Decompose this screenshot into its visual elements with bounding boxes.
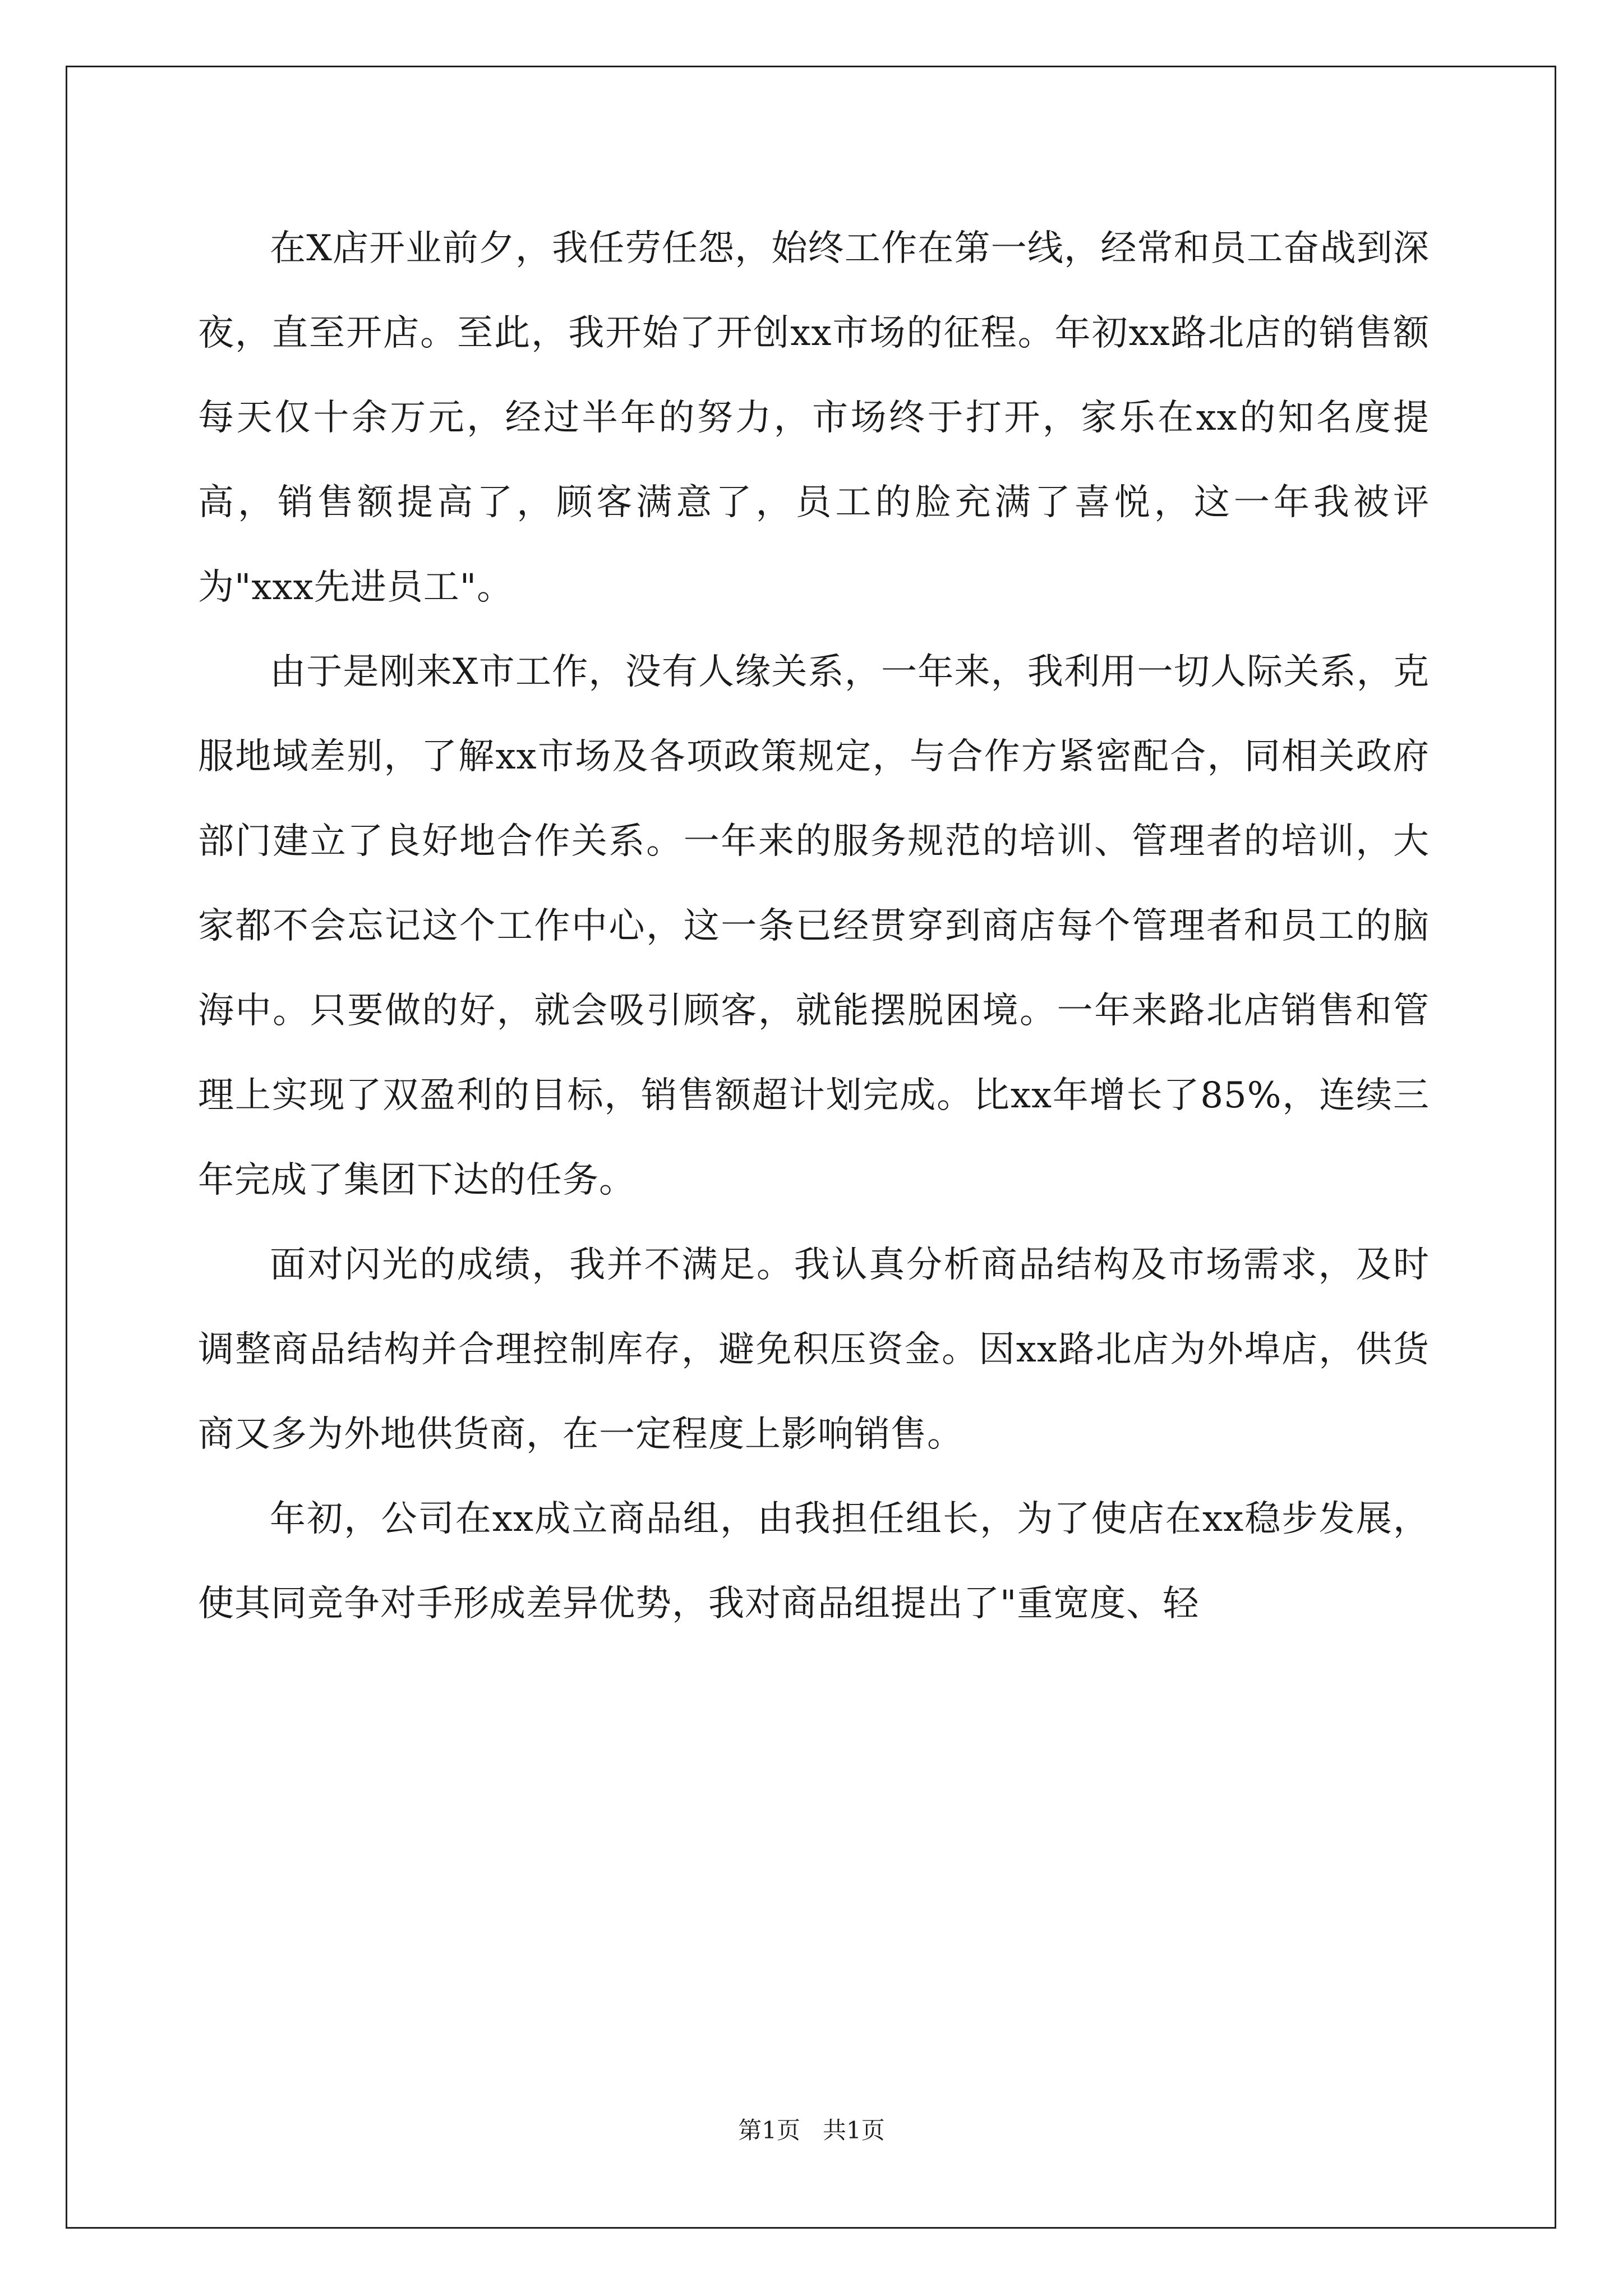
paragraph-3: 面对闪光的成绩，我并不满足。我认真分析商品结构及市场需求，及时调整商品结构并合理控制库存，避免积压资金。因xx路北店为外埠店，供货商又多为外地供货商，在一定程度上影响销售。 <box>198 1244 1430 1455</box>
paragraph-4: 年初，公司在xx成立商品组，由我担任组长，为了使店在xx稳步发展，使其同竞争对手形成差异优势，我对商品组提出了"重宽度、轻 <box>198 1498 1430 1625</box>
paragraph-2: 由于是刚来X市工作，没有人缘关系，一年来，我利用一切人际关系，克服地域差别，了解xx市场及各项政策规定，与合作方紧密配合，同相关政府部门建立了良好地合作关系。一年来的服务规范的培训、管理者的培训，大家都不会忘记这个工作中心，这一条已经贯穿到商店每个管理者和员工的脑海中。只要做的好，就会吸引顾客，就能摆脱困境。一年来路北店销售和管理上实现了双盈利的目标，销售额超计划完成。比xx年增长了85%，连续三年完成了集团下达的任务。 <box>198 651 1430 1201</box>
document-body <box>198 206 1430 1646</box>
paragraph-1: 在X店开业前夕，我任劳任怨，始终工作在第一线，经常和员工奋战到深夜，直至开店。至此，我开始了开创xx市场的征程。年初xx路北店的销售额每天仅十余万元，经过半年的努力，市场终于打开，家乐在xx的知名度提高，销售额提高了，顾客满意了，员工的脸充满了喜悦，这一年我被评为"xxx先进员工"。 <box>198 228 1430 608</box>
page-footer: 第1页 共1页 <box>738 2116 885 2144</box>
